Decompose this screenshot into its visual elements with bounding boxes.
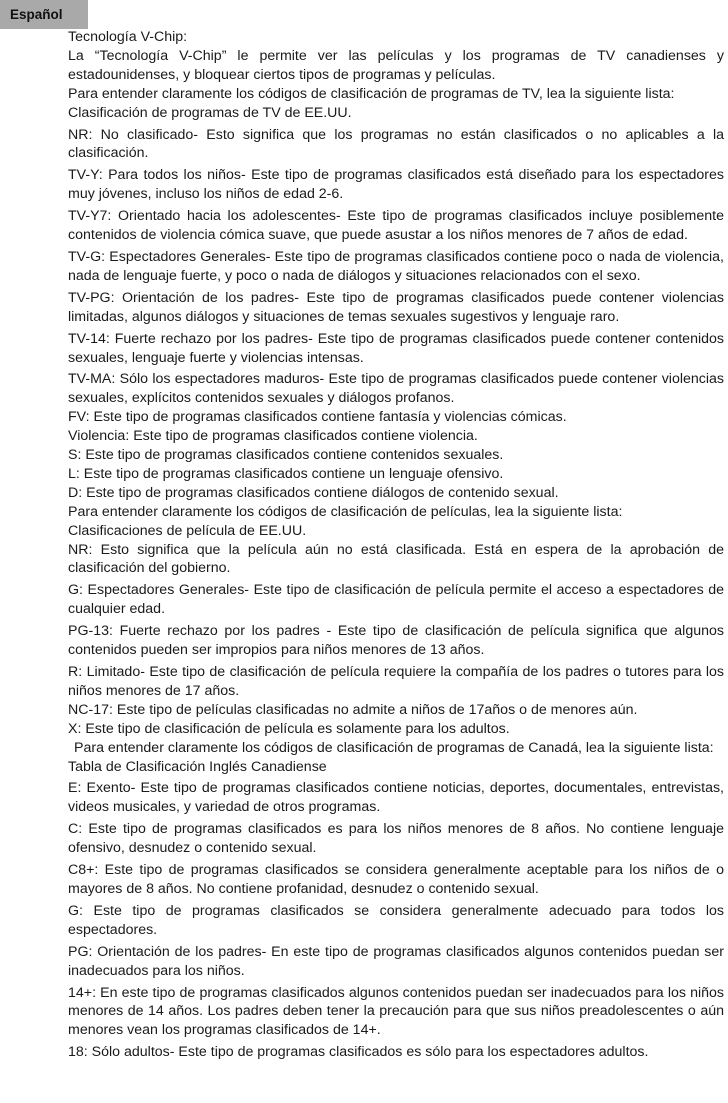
descriptor-item: S: Este tipo de programas clasificados contiene contenidos sexuales.	[68, 447, 504, 464]
movie-rating-item: NR: Esto significa que la película aún no está clasificada. Está en espera de la aprobación de clasificación del gobierno.	[68, 541, 724, 577]
canada-rating-item: G: Este tipo de programas clasificados se considera generalmente adecuado para todos los espectadores.	[68, 902, 724, 938]
rating-item: TV-PG: Orientación de los padres- Este tipo de programas clasificados puede contener violencias limitadas, algunos diálogos y situaciones de temas sexuales sugestivos y lenguaje raro.	[68, 289, 724, 325]
tv-instruction: Para entender claramente los códigos de clasificación de programas de TV, lea la siguiente lista:	[68, 85, 675, 102]
rating-item: TV-MA: Sólo los espectadores maduros- Este tipo de programas clasificados puede contener violencias sexuales, explícitos contenidos sexuales y diálogos profanos.	[68, 371, 724, 407]
movie-rating-item: PG-13: Fuerte rechazo por los padres - Este tipo de clasificación de película significa que algunos contenidos pueden ser impropios para niños menores de 13 años.	[68, 623, 724, 659]
canada-rating-item: 14+: En este tipo de programas clasificados algunos contenidos puedan ser inadecuados para los niños menores de 14 años. Los padres deben tener la precaución para que sus niños preadolescentes o aún menores vean los programas clasificados de 14+.	[68, 984, 724, 1039]
movie-rating-item: NC-17: Este tipo de películas clasificadas no admite a niños de 17años o de menores aún.	[68, 701, 638, 718]
rating-item: TV-Y7: Orientado hacia los adolescentes- Este tipo de programas clasificados incluye posiblemente contenidos de violencia cómica suave, que puede asustar a los niños menores de 7 años de edad.	[68, 208, 724, 244]
movie-instruction: Para entender claramente los códigos de clasificación de películas, lea la siguiente lista:	[68, 503, 623, 520]
descriptor-item: L: Este tipo de programas clasificados contiene un lenguaje ofensivo.	[68, 465, 504, 482]
canada-rating-item: C: Este tipo de programas clasificados es para los niños menores de 8 años. No contiene lenguaje ofensivo, desnudez o contenido sexual.	[68, 821, 724, 857]
canada-rating-item: C8+: Este tipo de programas clasificados se considera generalmente aceptable para los niños de o mayores de 8 años. No contiene profanidad, desnudez o contenido sexual.	[68, 862, 724, 897]
movie-rating-item: R: Limitado- Este tipo de clasificación de película requiere la compañía de los padres o tutores para los niños menores de 17 años.	[68, 664, 724, 699]
rating-item: TV-14: Fuerte rechazo por los padres- Este tipo de programas clasificados puede contener contenidos sexuales, lenguaje fuerte y violencias intensas.	[68, 330, 724, 366]
vchip-title: Tecnología V-Chip:	[68, 29, 188, 45]
vchip-intro: La “Tecnología V-Chip” le permite ver las películas y los programas de TV canadienses y estadounidenses, y bloquear ciertos tipos de programas y películas.	[68, 47, 724, 83]
descriptor-item: FV: Este tipo de programas clasificados contiene fantasía y violencias cómicas.	[68, 409, 567, 426]
descriptor-item: Violencia: Este tipo de programas clasificados contiene violencia.	[68, 428, 478, 445]
canada-rating-item: 18: Sólo adultos- Este tipo de programas clasificados es sólo para los espectadores adultos.	[68, 1044, 649, 1061]
movie-rating-item: X: Este tipo de clasificación de película es solamente para los adultos.	[68, 720, 510, 737]
canada-subtitle: Tabla de Clasificación Inglés Canadiense	[68, 758, 327, 775]
document-body	[68, 28, 724, 1062]
rating-item: NR: No clasificado- Esto significa que los programas no están clasificados o no aplicables a la clasificación.	[68, 126, 724, 162]
rating-item: TV-Y: Para todos los niños- Este tipo de programas clasificados está diseñado para los espectadores muy jóvenes, incluso los niños de edad 2-6.	[68, 167, 724, 203]
movie-subtitle: Clasificaciones de película de EE.UU.	[68, 522, 307, 539]
descriptor-item: D: Este tipo de programas clasificados contiene diálogos de contenido sexual.	[68, 484, 559, 501]
rating-item: TV-G: Espectadores Generales- Este tipo de programas clasificados contiene poco o nada de violencia, nada de lenguaje fuerte, y poco o nada de diálogos y situaciones relacionados con el sexo.	[68, 248, 724, 284]
tv-subtitle: Clasificación de programas de TV de EE.UU.	[68, 104, 352, 121]
canada-rating-item: PG: Orientación de los padres- En este tipo de programas clasificados algunos contenidos puedan ser inadecuados para los niños.	[68, 943, 724, 979]
movie-rating-item: G: Espectadores Generales- Este tipo de clasificación de película permite el acceso a espectadores de cualquier edad.	[68, 582, 724, 618]
canada-rating-item: E: Exento- Este tipo de programas clasificados contiene noticias, deportes, documentales, entrevistas, videos musicales, y variedad de otros programas.	[68, 780, 724, 816]
canada-instruction: Para entender claramente los códigos de clasificación de programas de Canadá, lea la siguiente lista:	[74, 739, 714, 756]
language-tab: Español	[0, 0, 88, 29]
